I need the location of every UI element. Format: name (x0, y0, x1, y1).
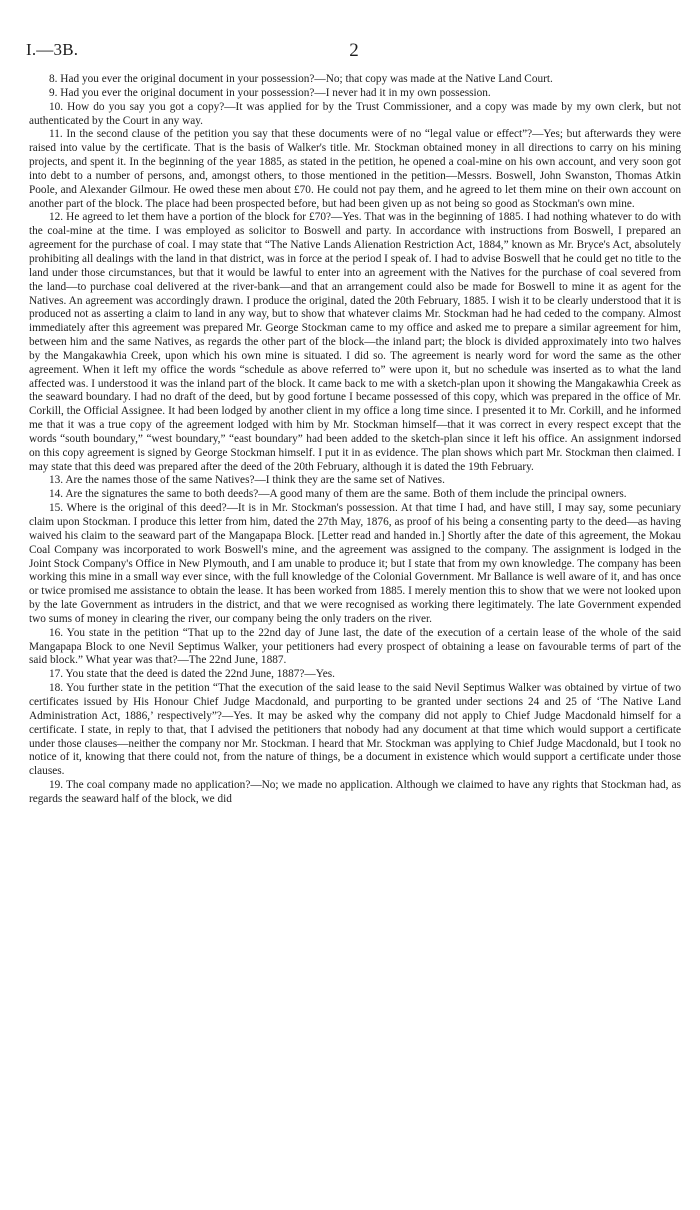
page-reference: I.—3B. (26, 40, 79, 59)
paragraph-q19: 19. The coal company made no application?—No; we made no application. Although we claimed to have any rights that Stockman had, as regards the seaward half of the block, we did (29, 779, 681, 805)
page-number: 2 (349, 40, 359, 61)
paragraph-q13: 13. Are the names those of the same Natives?—I think they are the same set of Natives. (49, 474, 445, 487)
paragraph-q12: 12. He agreed to let them have a portion of the block for £70?—Yes. That was in the beginning of 1885. I had nothing whatever to do with the coal-mine at the time. I was employed as solicitor to Boswell and party. In accordance with instructions from Boswell, I prepared an agreement for the purchase of coal. I may state that “The Native Lands Alienation Restriction Act, 1884,” known as Mr. Bryce's Act, absolutely prohibiting all dealings with the land in that district, was in force at the period I speak of. I had to advise Boswell that he could get no title to the land under those circumstances, but that it would be lawful to enter into an agreement with the Natives for the purchase of coal severed from the land—to purchase coal delivered at the river-bank—and that an arrangement could also be made for Boswell to mine it as agent for the Natives. An agreement was accordingly drawn. I produce the original, dated the 20th February, 1885. I wish it to be clearly understood that it is produced not as asserting a claim to land in any way, but to show that whatever claims Mr. Stockman had he had ceded to the company. Almost immediately after this agreement was prepared Mr. George Stockman came to my office and asked me to prepare a similar agreement for him, between him and the same Natives, as regards the other part of the block—the inland part; the block is divided approximately into two halves by the Mangakawhia Creek, upon which his own mine is situated. I did so. The agreement is nearly word for word the same as the other agreement. When it left my office the words “schedule as above referred to” were upon it, but no schedule was inserted as to what the land affected was. I understood it was the inland part of the block. It came back to me with a sketch-plan upon it showing the Mangakawhia Creek as the seaward boundary. I had no draft of the deed, but by good fortune I became possessed of this copy, which was prepared in the office of Mr. Corkill, the Official Assignee. It had been lodged by another client in my office a long time since. I presented it to Mr. Corkill, and he informed me that it was a true copy of the agreement lodged with him by Mr. Stockman himself—that it was correct in every respect except that the words “south boundary,” “west boundary,” “east boundary” had been added to the sketch-plan since it left his office. An assignment indorsed on this copy agreement is signed by George Stockman himself. I put it in as evidence. The plan shows which part Mr. Stockman then claimed. I may state that this deed was prepared after the deed of the 20th February, although it is dated the 19th February. (29, 211, 681, 473)
paragraph-q17: 17. You state that the deed is dated the 22nd June, 1887?—Yes. (49, 668, 335, 681)
paragraph-q15: 15. Where is the original of this deed?—It is in Mr. Stockman's possession. At that time I had, and have still, I may say, some pecuniary claim upon Stockman. I produce this letter from him, dated the 27th May, 1876, as proof of his being a consenting party to the deed—as having waived his claim to the seaward part of the Mangapapa Block. [Letter read and handed in.] Shortly after the date of this agreement, the Mokau Coal Company was incorporated to work Boswell's mine, and the agreement was assigned to the company. The assignment is lodged in the Joint Stock Company's Office in New Plymouth, and I am unable to produce it; but I state that from my own knowledge. The company has been working this mine in a small way ever since, with the full knowledge of the Colonial Government. Mr Ballance is well aware of it, and has once or twice promised me assistance to obtain the lease. It has been worked from 1885. I merely mention this to show that we were not looked upon by the late Government as intruders in the district, and that we were recognised as working there legitimately. The late Government expended two sums of money in clearing the river, our company being the only traders on the river. (29, 502, 682, 625)
paragraph-q8: 8. Had you ever the original document in your possession?—No; that copy was made at the Native Land Court. (49, 73, 553, 85)
paragraph-q9: 9. Had you ever the original document in your possession?—I never had it in my own possession. (49, 86, 491, 99)
paragraph-q16: 16. You state in the petition “That up to the 22nd day of June last, the date of the execution of a certain lease of the whole of the said Mangapapa Block to one Nevil Septimus Walker, your petitioners had every prospect of obtaining a lease on favourable terms of part of the said block.” What year was that?—The 22nd June, 1887. (29, 626, 681, 667)
paragraph-q18: 18. You further state in the petition “That the execution of the said lease to the said Nevil Septimus Walker was obtained by virtue of two certificates issued by His Honour Chief Judge Macdonald, and purporting to be granted under sections 24 and 25 of ‘The Native Land Administration Act, 1886,’ respectively”?—Yes. It may be asked why the company did not apply to Chief Judge Macdonald himself for a certificate. I state, in reply to that, that I advised the petitioners that nobody had any document at that time which would support a certificate under those clauses—neither the company nor Mr. Stockman. I heard that Mr. Stockman was applying to Chief Judge Macdonald, but I took no notice of it, knowing that there could not, from the nature of things, be a document in existence which would support a certificate under those clauses. (29, 682, 681, 778)
paragraph-q11: 11. In the second clause of the petition you say that these documents were of no “legal value or effect”?—Yes; but afterwards they were raised into value by the certificate. That is the basis of Walker's title. Mr. Stockman obtained money in all directions to carry on his mining projects, and spent it. In the beginning of the year 1885, as stated in the petition, he opened a coal-mine on his own account, and very soon got into debt to a number of persons, and, amongst others, to those mentioned in the petition—Messrs. Boswell, John Swanston, Thomas Atkin Poole, and Alexander Gilmour. He owed these men about £70. He could not pay them, and he agreed to let them mine on their own account on another part of the block. The place had been prospected before, but had been given up as not being so good as Stockman's own mine. (29, 128, 681, 210)
page-header (26, 40, 682, 64)
paragraph-q10: 10. How do you say you got a copy?—It was applied for by the Trust Commissioner, and a copy was made by my own clerk, but not authenticated by the Court in any way. (29, 100, 681, 127)
body-text (29, 73, 681, 807)
paragraph-q14: 14. Are the signatures the same to both deeds?—A good many of them are the same. Both of them include the principal owners. (49, 488, 627, 501)
